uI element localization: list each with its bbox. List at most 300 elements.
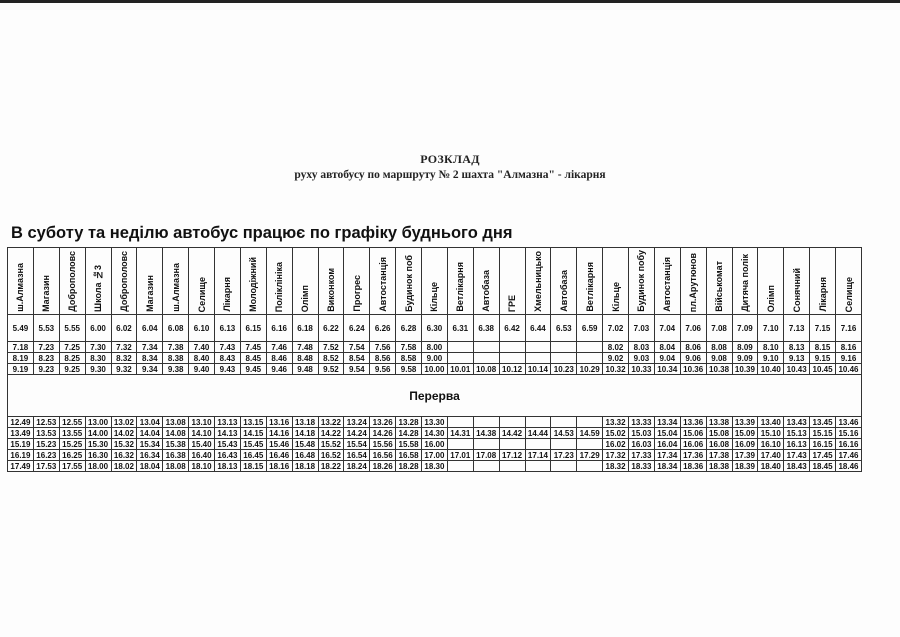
time-cell: 7.06 xyxy=(680,315,706,342)
stop-header xyxy=(758,248,784,315)
time-cell: 8.48 xyxy=(292,353,318,364)
time-cell: 15.56 xyxy=(370,439,396,450)
time-cell: 13.08 xyxy=(163,417,189,428)
time-cell: 18.24 xyxy=(344,461,370,472)
stop-name: Автобаза xyxy=(558,270,569,312)
stop-header xyxy=(215,248,241,315)
stop-name: Лікарня xyxy=(222,277,233,312)
time-cell: 18.43 xyxy=(784,461,810,472)
stop-header xyxy=(422,248,448,315)
time-cell xyxy=(551,353,577,364)
time-cell: 6.53 xyxy=(551,315,577,342)
time-cell: 16.04 xyxy=(654,439,680,450)
time-cell: 9.43 xyxy=(215,364,241,375)
time-cell xyxy=(447,353,473,364)
time-cell: 15.23 xyxy=(33,439,59,450)
time-cell: 9.25 xyxy=(59,364,85,375)
time-cell: 14.26 xyxy=(370,428,396,439)
time-cell: 9.13 xyxy=(784,353,810,364)
time-cell: 6.00 xyxy=(85,315,111,342)
time-cell: 13.39 xyxy=(732,417,758,428)
stop-header xyxy=(680,248,706,315)
time-cell: 16.56 xyxy=(370,450,396,461)
time-cell: 8.40 xyxy=(189,353,215,364)
stop-name: Магазин xyxy=(144,275,155,312)
time-cell xyxy=(447,417,473,428)
time-cell: 7.45 xyxy=(240,342,266,353)
time-cell: 10.38 xyxy=(706,364,732,375)
timetable xyxy=(7,247,862,472)
time-cell: 9.54 xyxy=(344,364,370,375)
time-cell: 10.33 xyxy=(629,364,655,375)
time-cell: 17.36 xyxy=(680,450,706,461)
time-cell: 9.30 xyxy=(85,364,111,375)
stop-name: Прогрес xyxy=(351,275,362,312)
stop-header xyxy=(654,248,680,315)
time-cell: 16.03 xyxy=(629,439,655,450)
time-cell: 8.13 xyxy=(784,342,810,353)
time-cell: 17.34 xyxy=(654,450,680,461)
time-cell: 7.58 xyxy=(396,342,422,353)
time-cell: 17.46 xyxy=(836,450,862,461)
time-cell: 13.18 xyxy=(292,417,318,428)
time-cell: 15.34 xyxy=(137,439,163,450)
document-title: РОЗКЛАД xyxy=(420,152,480,166)
time-cell: 18.04 xyxy=(137,461,163,472)
time-cell: 18.13 xyxy=(215,461,241,472)
time-cell: 16.06 xyxy=(680,439,706,450)
time-cell: 9.09 xyxy=(732,353,758,364)
time-cell: 8.46 xyxy=(266,353,292,364)
time-cell: 17.08 xyxy=(473,450,499,461)
time-cell: 13.26 xyxy=(370,417,396,428)
stop-header xyxy=(318,248,344,315)
time-cell xyxy=(473,439,499,450)
time-cell: 18.30 xyxy=(422,461,448,472)
time-cell: 6.42 xyxy=(499,315,525,342)
time-cell: 8.30 xyxy=(85,353,111,364)
stop-name: Будинок поб xyxy=(403,255,414,312)
time-cell: 13.13 xyxy=(215,417,241,428)
time-cell xyxy=(447,439,473,450)
stop-header xyxy=(344,248,370,315)
time-cell: 17.55 xyxy=(59,461,85,472)
time-cell xyxy=(577,439,603,450)
time-cell: 14.30 xyxy=(422,428,448,439)
time-cell: 9.15 xyxy=(810,353,836,364)
time-cell: 6.31 xyxy=(447,315,473,342)
time-cell: 6.26 xyxy=(370,315,396,342)
time-cell xyxy=(473,342,499,353)
time-cell: 10.39 xyxy=(732,364,758,375)
time-cell xyxy=(473,417,499,428)
time-cell: 13.04 xyxy=(137,417,163,428)
time-cell: 13.15 xyxy=(240,417,266,428)
stop-name: Кільце xyxy=(610,282,621,312)
time-cell: 7.23 xyxy=(33,342,59,353)
time-cell: 8.34 xyxy=(137,353,163,364)
stop-header xyxy=(163,248,189,315)
time-cell: 7.16 xyxy=(836,315,862,342)
time-cell xyxy=(447,342,473,353)
time-cell: 17.14 xyxy=(525,450,551,461)
time-cell xyxy=(499,417,525,428)
time-cell: 15.58 xyxy=(396,439,422,450)
time-cell xyxy=(525,461,551,472)
time-cell: 8.58 xyxy=(396,353,422,364)
time-cell: 9.52 xyxy=(318,364,344,375)
time-cell: 18.08 xyxy=(163,461,189,472)
time-cell xyxy=(577,417,603,428)
time-cell: 18.34 xyxy=(654,461,680,472)
time-cell: 14.04 xyxy=(137,428,163,439)
time-cell xyxy=(551,342,577,353)
table-row xyxy=(8,364,862,375)
time-cell: 18.10 xyxy=(189,461,215,472)
stop-name: Доброполовс xyxy=(118,251,129,312)
time-cell: 13.36 xyxy=(680,417,706,428)
time-cell: 8.02 xyxy=(603,342,629,353)
stop-header xyxy=(396,248,422,315)
time-cell: 14.13 xyxy=(215,428,241,439)
timetable-body xyxy=(8,315,862,472)
time-cell: 13.16 xyxy=(266,417,292,428)
time-cell: 7.02 xyxy=(603,315,629,342)
time-cell: 10.12 xyxy=(499,364,525,375)
time-cell: 18.33 xyxy=(629,461,655,472)
time-cell: 16.16 xyxy=(836,439,862,450)
time-cell: 13.43 xyxy=(784,417,810,428)
stop-header xyxy=(266,248,292,315)
table-row xyxy=(8,315,862,342)
stop-header xyxy=(499,248,525,315)
time-cell: 5.55 xyxy=(59,315,85,342)
stop-name: Доброполовс xyxy=(67,251,78,312)
time-cell: 7.09 xyxy=(732,315,758,342)
time-cell: 10.43 xyxy=(784,364,810,375)
time-cell: 7.25 xyxy=(59,342,85,353)
time-cell: 17.53 xyxy=(33,461,59,472)
time-cell: 13.53 xyxy=(33,428,59,439)
time-cell xyxy=(499,439,525,450)
time-cell: 14.31 xyxy=(447,428,473,439)
time-cell: 16.34 xyxy=(137,450,163,461)
time-cell: 5.49 xyxy=(8,315,34,342)
stop-name: Автобаза xyxy=(481,270,492,312)
time-cell: 16.02 xyxy=(603,439,629,450)
time-cell: 17.49 xyxy=(8,461,34,472)
time-cell: 18.26 xyxy=(370,461,396,472)
time-cell: 13.55 xyxy=(59,428,85,439)
time-cell: 7.52 xyxy=(318,342,344,353)
time-cell: 16.40 xyxy=(189,450,215,461)
time-cell: 10.29 xyxy=(577,364,603,375)
time-cell: 13.22 xyxy=(318,417,344,428)
stop-name: Ветлікарня xyxy=(584,262,595,312)
stop-name: Хмельницько xyxy=(532,251,543,312)
time-cell xyxy=(499,342,525,353)
time-cell: 16.58 xyxy=(396,450,422,461)
stop-name: Поліклініка xyxy=(274,261,285,312)
time-cell: 10.46 xyxy=(836,364,862,375)
time-cell: 10.01 xyxy=(447,364,473,375)
time-cell: 18.45 xyxy=(810,461,836,472)
time-cell: 7.04 xyxy=(654,315,680,342)
time-cell: 16.54 xyxy=(344,450,370,461)
time-cell: 6.02 xyxy=(111,315,137,342)
time-cell: 14.08 xyxy=(163,428,189,439)
time-cell: 15.08 xyxy=(706,428,732,439)
time-cell: 16.38 xyxy=(163,450,189,461)
time-cell: 9.02 xyxy=(603,353,629,364)
time-cell: 18.38 xyxy=(706,461,732,472)
time-cell: 7.40 xyxy=(189,342,215,353)
time-cell: 18.28 xyxy=(396,461,422,472)
time-cell: 5.53 xyxy=(33,315,59,342)
time-cell: 18.15 xyxy=(240,461,266,472)
time-cell: 9.23 xyxy=(33,364,59,375)
time-cell: 13.32 xyxy=(603,417,629,428)
stop-header xyxy=(33,248,59,315)
time-cell: 16.25 xyxy=(59,450,85,461)
time-cell xyxy=(577,353,603,364)
table-row xyxy=(8,450,862,461)
time-cell: 16.43 xyxy=(215,450,241,461)
time-cell: 18.16 xyxy=(266,461,292,472)
time-cell: 9.45 xyxy=(240,364,266,375)
time-cell: 15.10 xyxy=(758,428,784,439)
time-cell: 12.53 xyxy=(33,417,59,428)
time-cell: 8.25 xyxy=(59,353,85,364)
stop-name: Олімп xyxy=(765,284,776,312)
time-cell xyxy=(551,461,577,472)
stop-header xyxy=(85,248,111,315)
stop-name: Кільце xyxy=(429,282,440,312)
stop-header xyxy=(292,248,318,315)
time-cell xyxy=(577,461,603,472)
stop-name: Селище xyxy=(843,276,854,312)
time-cell: 10.14 xyxy=(525,364,551,375)
time-cell: 8.06 xyxy=(680,342,706,353)
time-cell: 6.16 xyxy=(266,315,292,342)
time-cell: 6.04 xyxy=(137,315,163,342)
time-cell: 13.40 xyxy=(758,417,784,428)
time-cell: 9.40 xyxy=(189,364,215,375)
time-cell: 7.56 xyxy=(370,342,396,353)
stop-name: Будинок побу xyxy=(636,250,647,312)
time-cell xyxy=(577,342,603,353)
time-cell: 13.28 xyxy=(396,417,422,428)
time-cell: 18.22 xyxy=(318,461,344,472)
time-cell: 16.23 xyxy=(33,450,59,461)
stop-header xyxy=(810,248,836,315)
time-cell: 14.42 xyxy=(499,428,525,439)
stop-header xyxy=(629,248,655,315)
time-cell: 16.46 xyxy=(266,450,292,461)
time-cell: 8.52 xyxy=(318,353,344,364)
time-cell: 16.30 xyxy=(85,450,111,461)
stop-header xyxy=(240,248,266,315)
stop-header xyxy=(59,248,85,315)
time-cell: 8.54 xyxy=(344,353,370,364)
time-cell: 15.38 xyxy=(163,439,189,450)
stop-header xyxy=(732,248,758,315)
time-cell: 13.49 xyxy=(8,428,34,439)
time-cell: 13.34 xyxy=(654,417,680,428)
time-cell: 8.09 xyxy=(732,342,758,353)
time-cell: 15.16 xyxy=(836,428,862,439)
time-cell: 13.45 xyxy=(810,417,836,428)
stop-name: Виконком xyxy=(325,268,336,312)
time-cell: 7.03 xyxy=(629,315,655,342)
stop-header xyxy=(784,248,810,315)
time-cell: 17.38 xyxy=(706,450,732,461)
time-cell: 9.32 xyxy=(111,364,137,375)
time-cell: 14.18 xyxy=(292,428,318,439)
time-cell: 8.15 xyxy=(810,342,836,353)
time-cell: 9.00 xyxy=(422,353,448,364)
time-cell: 14.59 xyxy=(577,428,603,439)
stop-header xyxy=(370,248,396,315)
time-cell: 10.34 xyxy=(654,364,680,375)
stop-name: Військомат xyxy=(714,261,725,312)
time-cell: 18.46 xyxy=(836,461,862,472)
time-cell: 8.04 xyxy=(654,342,680,353)
time-cell: 15.02 xyxy=(603,428,629,439)
time-cell: 15.43 xyxy=(215,439,241,450)
time-cell xyxy=(499,353,525,364)
time-cell: 18.36 xyxy=(680,461,706,472)
scan-edge-line xyxy=(0,0,900,3)
time-cell: 14.22 xyxy=(318,428,344,439)
time-cell: 7.32 xyxy=(111,342,137,353)
time-cell: 6.44 xyxy=(525,315,551,342)
stop-name: Сонячний xyxy=(791,267,802,312)
stop-header xyxy=(706,248,732,315)
break-row xyxy=(8,375,862,417)
stop-name: Молодіжний xyxy=(248,257,259,312)
time-cell: 9.34 xyxy=(137,364,163,375)
time-cell: 7.48 xyxy=(292,342,318,353)
time-cell: 16.09 xyxy=(732,439,758,450)
time-cell: 13.38 xyxy=(706,417,732,428)
stop-header xyxy=(551,248,577,315)
time-cell: 13.46 xyxy=(836,417,862,428)
time-cell: 9.03 xyxy=(629,353,655,364)
time-cell: 15.40 xyxy=(189,439,215,450)
time-cell xyxy=(525,417,551,428)
time-cell: 7.43 xyxy=(215,342,241,353)
time-cell: 9.08 xyxy=(706,353,732,364)
time-cell: 6.30 xyxy=(422,315,448,342)
stop-header xyxy=(189,248,215,315)
time-cell: 10.40 xyxy=(758,364,784,375)
time-cell: 17.40 xyxy=(758,450,784,461)
route-subtitle: руху автобусу по маршруту № 2 шахта "Алмазна" - лікарня xyxy=(294,169,606,181)
stop-name: ГРЕ xyxy=(507,294,518,312)
time-cell: 7.46 xyxy=(266,342,292,353)
stop-header xyxy=(137,248,163,315)
time-cell: 9.10 xyxy=(758,353,784,364)
time-cell: 8.45 xyxy=(240,353,266,364)
time-cell: 16.10 xyxy=(758,439,784,450)
time-cell: 8.03 xyxy=(629,342,655,353)
time-cell: 15.06 xyxy=(680,428,706,439)
time-cell: 14.16 xyxy=(266,428,292,439)
time-cell: 14.02 xyxy=(111,428,137,439)
time-cell: 9.16 xyxy=(836,353,862,364)
time-cell: 17.32 xyxy=(603,450,629,461)
stop-name: ш.Алмазна xyxy=(170,263,181,312)
time-cell: 13.30 xyxy=(422,417,448,428)
time-cell xyxy=(525,439,551,450)
table-row xyxy=(8,461,862,472)
time-cell: 6.59 xyxy=(577,315,603,342)
table-row xyxy=(8,353,862,364)
time-cell: 13.00 xyxy=(85,417,111,428)
time-cell: 10.36 xyxy=(680,364,706,375)
time-cell: 7.38 xyxy=(163,342,189,353)
time-cell: 7.08 xyxy=(706,315,732,342)
time-cell: 6.10 xyxy=(189,315,215,342)
table-row xyxy=(8,439,862,450)
stop-name: Олімп xyxy=(300,284,311,312)
time-cell: 15.09 xyxy=(732,428,758,439)
time-cell: 6.22 xyxy=(318,315,344,342)
time-cell: 15.52 xyxy=(318,439,344,450)
time-cell: 17.43 xyxy=(784,450,810,461)
stop-header xyxy=(836,248,862,315)
time-cell: 10.45 xyxy=(810,364,836,375)
time-cell: 9.06 xyxy=(680,353,706,364)
time-cell xyxy=(525,342,551,353)
time-cell: 16.52 xyxy=(318,450,344,461)
time-cell xyxy=(473,461,499,472)
time-cell: 15.19 xyxy=(8,439,34,450)
time-cell: 18.40 xyxy=(758,461,784,472)
time-cell xyxy=(447,461,473,472)
stop-header xyxy=(577,248,603,315)
time-cell xyxy=(499,461,525,472)
stop-header xyxy=(8,248,34,315)
time-cell: 8.43 xyxy=(215,353,241,364)
stop-name: Школа №3 xyxy=(93,265,104,312)
time-cell: 17.33 xyxy=(629,450,655,461)
time-cell: 14.00 xyxy=(85,428,111,439)
time-cell: 9.48 xyxy=(292,364,318,375)
stop-name: Автостанція xyxy=(377,257,388,312)
stop-header xyxy=(447,248,473,315)
time-cell: 6.38 xyxy=(473,315,499,342)
time-cell: 8.08 xyxy=(706,342,732,353)
time-cell: 14.15 xyxy=(240,428,266,439)
time-cell: 9.04 xyxy=(654,353,680,364)
time-cell: 13.33 xyxy=(629,417,655,428)
time-cell: 16.13 xyxy=(784,439,810,450)
time-cell: 7.30 xyxy=(85,342,111,353)
time-cell: 17.01 xyxy=(447,450,473,461)
time-cell: 18.32 xyxy=(603,461,629,472)
time-cell: 9.56 xyxy=(370,364,396,375)
time-cell: 18.00 xyxy=(85,461,111,472)
time-cell: 15.45 xyxy=(240,439,266,450)
weekend-note: В суботу та неділю автобус працює по графіку буднього дня xyxy=(11,224,513,242)
time-cell: 16.45 xyxy=(240,450,266,461)
time-cell: 8.00 xyxy=(422,342,448,353)
time-cell: 17.29 xyxy=(577,450,603,461)
time-cell: 17.23 xyxy=(551,450,577,461)
stop-header xyxy=(473,248,499,315)
